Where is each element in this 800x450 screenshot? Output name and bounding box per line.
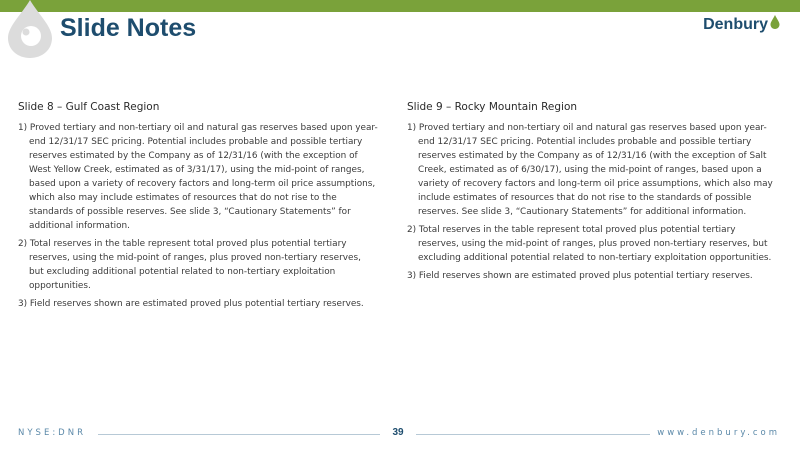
footer-divider-right (416, 434, 650, 435)
denbury-logo (703, 16, 780, 34)
notes-column-slide-8 (18, 100, 378, 315)
page-title: Slide Notes (60, 14, 197, 42)
note-item: 3) Field reserves shown are estimated proved plus potential tertiary reserves. (407, 271, 753, 281)
stock-ticker: NYSE:DNR (18, 428, 86, 438)
notes-list (18, 121, 378, 311)
top-accent-bar (0, 0, 800, 12)
note-item: 1) Proved tertiary and non-tertiary oil and natural gas reserves based upon year-end 12/31/17 SEC pricing. Potential includes probable and possible tertiary reserves estimated by the Company as of 12/31/16 (with the exception of West Yellow Creek, estimated as of 3/31/17), using the mid-point of ranges, based upon a variety of recovery factors and long-term oil price assumptions, which also may include estimates of resources that do not rise to the standards of possible reserves. See slide 3, “Cautionary Statements” for additional information. (18, 123, 378, 231)
water-drop-logo-icon (0, 0, 60, 60)
notes-column-slide-9 (407, 100, 777, 287)
column-heading: Slide 9 – Rocky Mountain Region (407, 101, 578, 113)
note-item: 3) Field reserves shown are estimated proved plus potential tertiary reserves. (18, 299, 364, 309)
note-item: 2) Total reserves in the table represent total proved plus potential tertiary reserves, using the mid-point of ranges, plus proved non-tertiary reserves, but excluding additional potential related to non-tertiary exploitation opportunities. (407, 225, 772, 263)
note-item: 2) Total reserves in the table represent total proved plus potential tertiary reserves, using the mid-point of ranges, plus proved non-tertiary reserves, but excluding additional potential related to non-tertiary exploitation opportunities. (18, 239, 361, 291)
green-drop-icon (770, 15, 780, 29)
website-url: www.denbury.com (657, 428, 780, 438)
column-heading: Slide 8 – Gulf Coast Region (18, 101, 160, 113)
footer (0, 426, 800, 442)
notes-list (407, 121, 777, 283)
page-number: 39 (392, 427, 404, 438)
note-item: 1) Proved tertiary and non-tertiary oil and natural gas reserves based upon year-end 12/31/17 SEC pricing. Potential includes probable and possible tertiary reserves estimated by the Company as of 12/31/16 (with the exception of Salt Creek, estimated as of 6/30/17), using the mid-point of ranges, based upon a variety of recovery factors and long-term oil price assumptions, which also may include estimates of resources that do not rise to the standards of possible reserves. See slide 3, “Cautionary Statements” for additional information. (407, 123, 773, 217)
brand-name: Denbury (703, 16, 768, 33)
footer-divider-left (98, 434, 380, 435)
